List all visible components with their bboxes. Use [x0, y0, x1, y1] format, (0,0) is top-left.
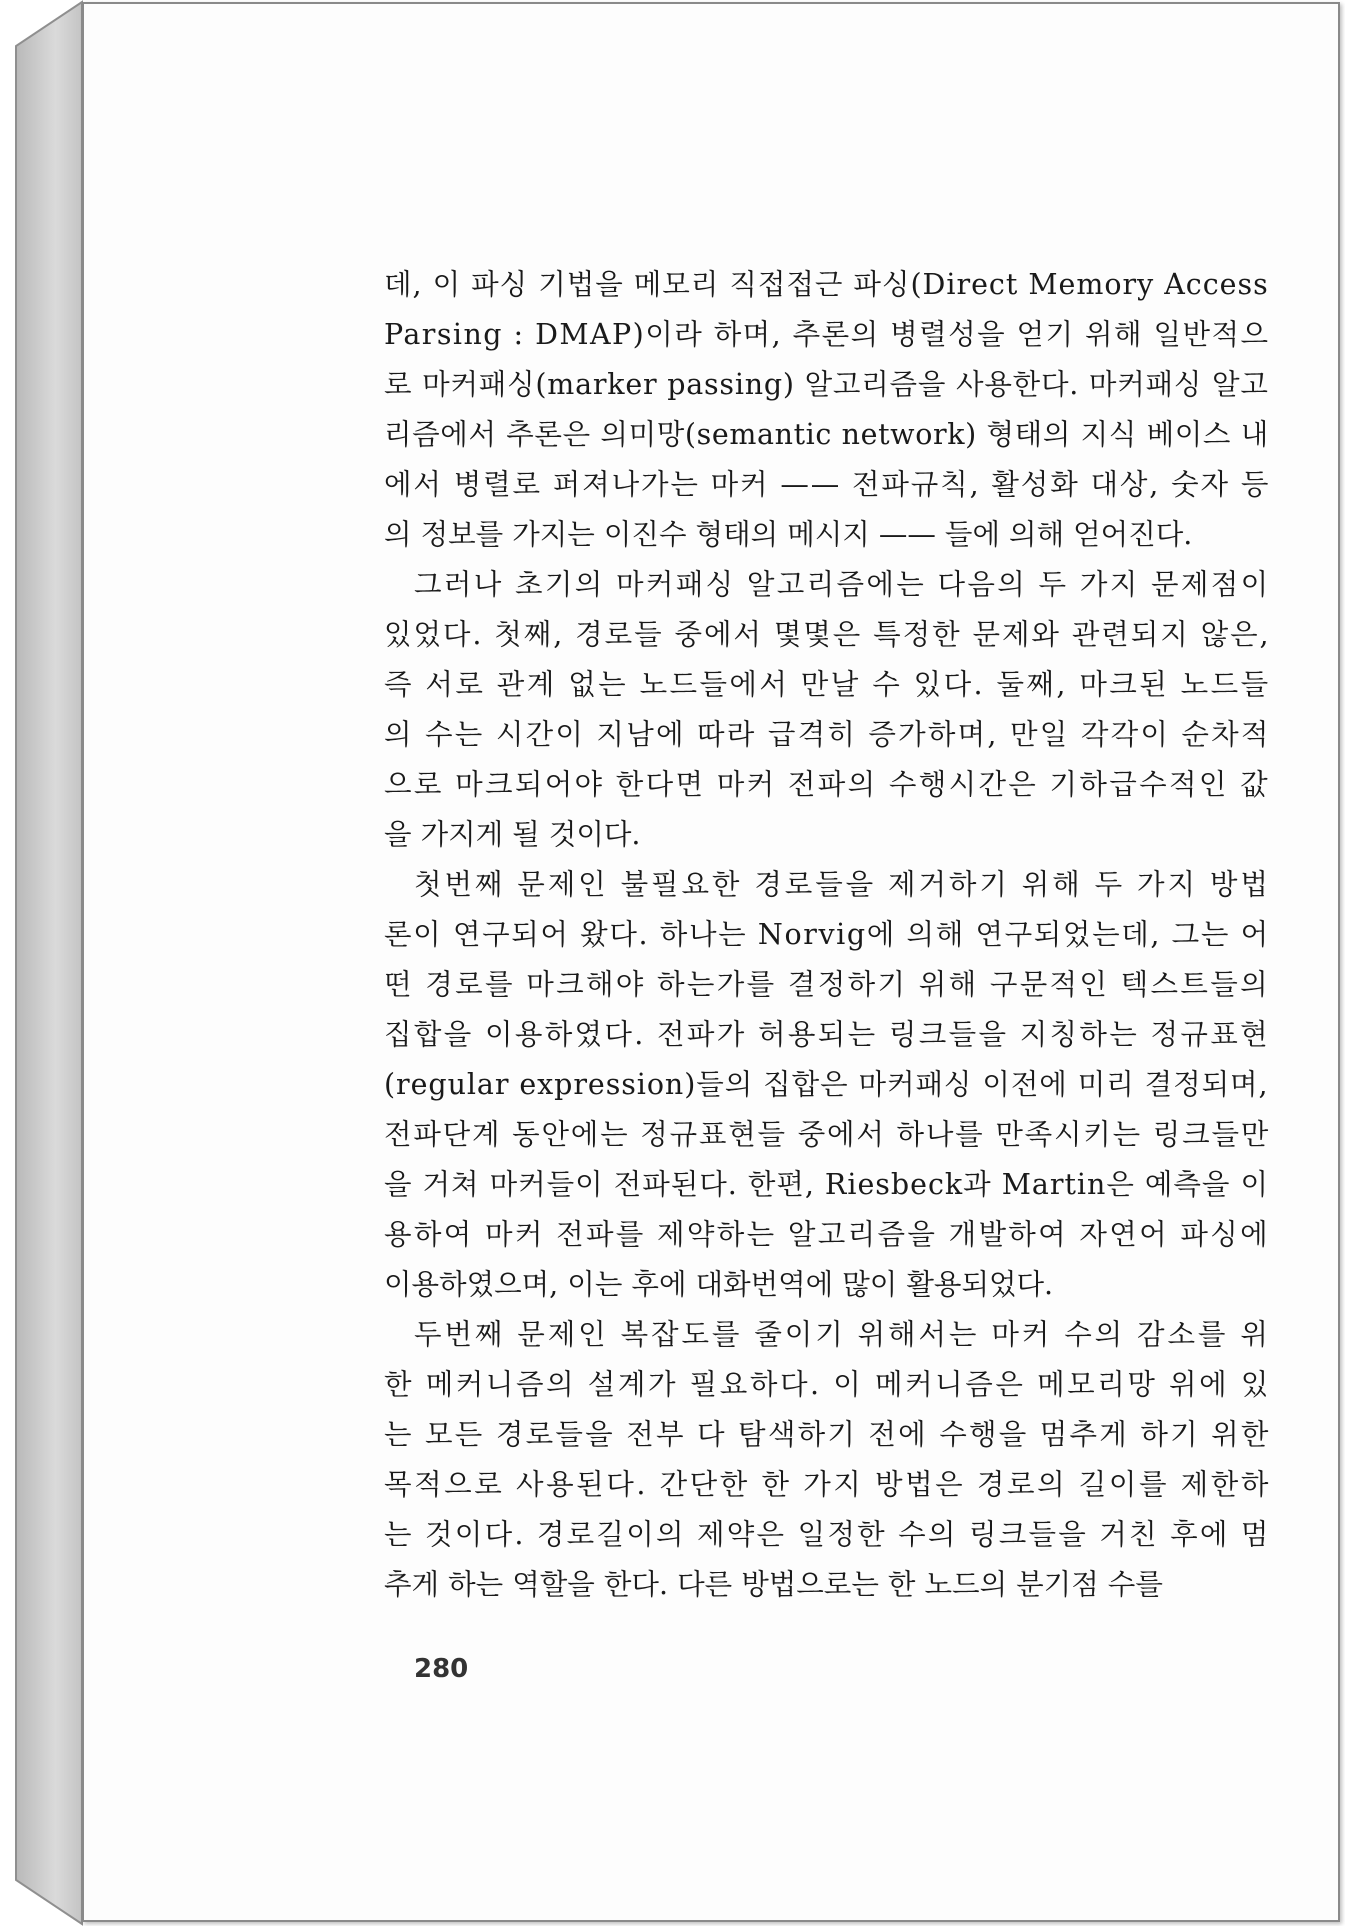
paragraph [384, 260, 1271, 560]
book-spine [14, 0, 84, 1926]
text-line: 목적으로 사용된다. 간단한 한 가지 방법은 경로의 길이를 제한하 [384, 1468, 1271, 1501]
text-line: 용하여 마커 전파를 제약하는 알고리즘을 개발하여 자연어 파싱에 [384, 1218, 1270, 1251]
text-line: 그러나 초기의 마커패싱 알고리즘에는 다음의 두 가지 문제점이 [414, 568, 1271, 601]
text-line: 을 가지게 될 것이다. [384, 818, 641, 851]
text-line: 떤 경로를 마크해야 하는가를 결정하기 위해 구문적인 텍스트들의 [384, 968, 1270, 1001]
text-line: 의 정보를 가지는 이진수 형태의 메시지 —— 들에 의해 얻어진다. [384, 518, 1193, 551]
text-line: 두번째 문제인 복잡도를 줄이기 위해서는 마커 수의 감소를 위 [414, 1318, 1271, 1351]
paragraph [384, 560, 1271, 860]
text-line: 에서 병렬로 퍼져나가는 마커 —— 전파규칙, 활성화 대상, 숫자 등 [384, 468, 1271, 501]
text-line: 으로 마크되어야 한다면 마커 전파의 수행시간은 기하급수적인 값 [384, 768, 1270, 801]
paragraph [384, 1310, 1271, 1610]
text-line: Parsing : DMAP)이라 하며, 추론의 병렬성을 얻기 위해 일반적으 [384, 318, 1270, 351]
text-line: (regular expression)들의 집합은 마커패싱 이전에 미리 결정되며, [384, 1068, 1269, 1101]
text-line: 첫번째 문제인 불필요한 경로들을 제거하기 위해 두 가지 방법 [414, 868, 1271, 901]
book-spine-shape [14, 0, 84, 1926]
text-line: 을 거쳐 마커들이 전파된다. 한편, Riesbeck과 Martin은 예측을 이 [384, 1168, 1269, 1201]
text-line: 리즘에서 추론은 의미망(semantic network) 형태의 지식 베이스 내 [384, 418, 1269, 451]
text-line: 추게 하는 역할을 한다. 다른 방법으로는 한 노드의 분기점 수를 [384, 1568, 1163, 1601]
text-line: 전파단계 동안에는 정규표현들 중에서 하나를 만족시키는 링크들만 [384, 1118, 1271, 1151]
book-page [82, 2, 1340, 1922]
text-line: 데, 이 파싱 기법을 메모리 직접접근 파싱(Direct Memory Access [384, 268, 1269, 301]
text-line: 한 메커니즘의 설계가 필요하다. 이 메커니즘은 메모리망 위에 있 [384, 1368, 1271, 1401]
text-line: 의 수는 시간이 지남에 따라 급격히 증가하며, 만일 각각이 순차적 [384, 718, 1271, 751]
text-line: 는 것이다. 경로길이의 제약은 일정한 수의 링크들을 거친 후에 멈 [384, 1518, 1271, 1551]
paragraph [384, 860, 1271, 1310]
text-line: 이용하였으며, 이는 후에 대화번역에 많이 활용되었다. [384, 1268, 1054, 1301]
text-line: 집합을 이용하였다. 전파가 허용되는 링크들을 지칭하는 정규표현 [384, 1018, 1270, 1051]
page-number: 280 [414, 1654, 469, 1684]
text-line: 로 마커패싱(marker passing) 알고리즘을 사용한다. 마커패싱 알고 [384, 368, 1269, 401]
text-line: 있었다. 첫째, 경로들 중에서 몇몇은 특정한 문제와 관련되지 않은, [384, 618, 1271, 651]
text-line: 즉 서로 관계 없는 노드들에서 만날 수 있다. 둘째, 마크된 노드들 [384, 668, 1271, 701]
text-line: 론이 연구되어 왔다. 하나는 Norvig에 의해 연구되었는데, 그는 어 [384, 918, 1270, 951]
text-line: 는 모든 경로들을 전부 다 탐색하기 전에 수행을 멈추게 하기 위한 [384, 1418, 1271, 1451]
body-text [384, 260, 1271, 1610]
